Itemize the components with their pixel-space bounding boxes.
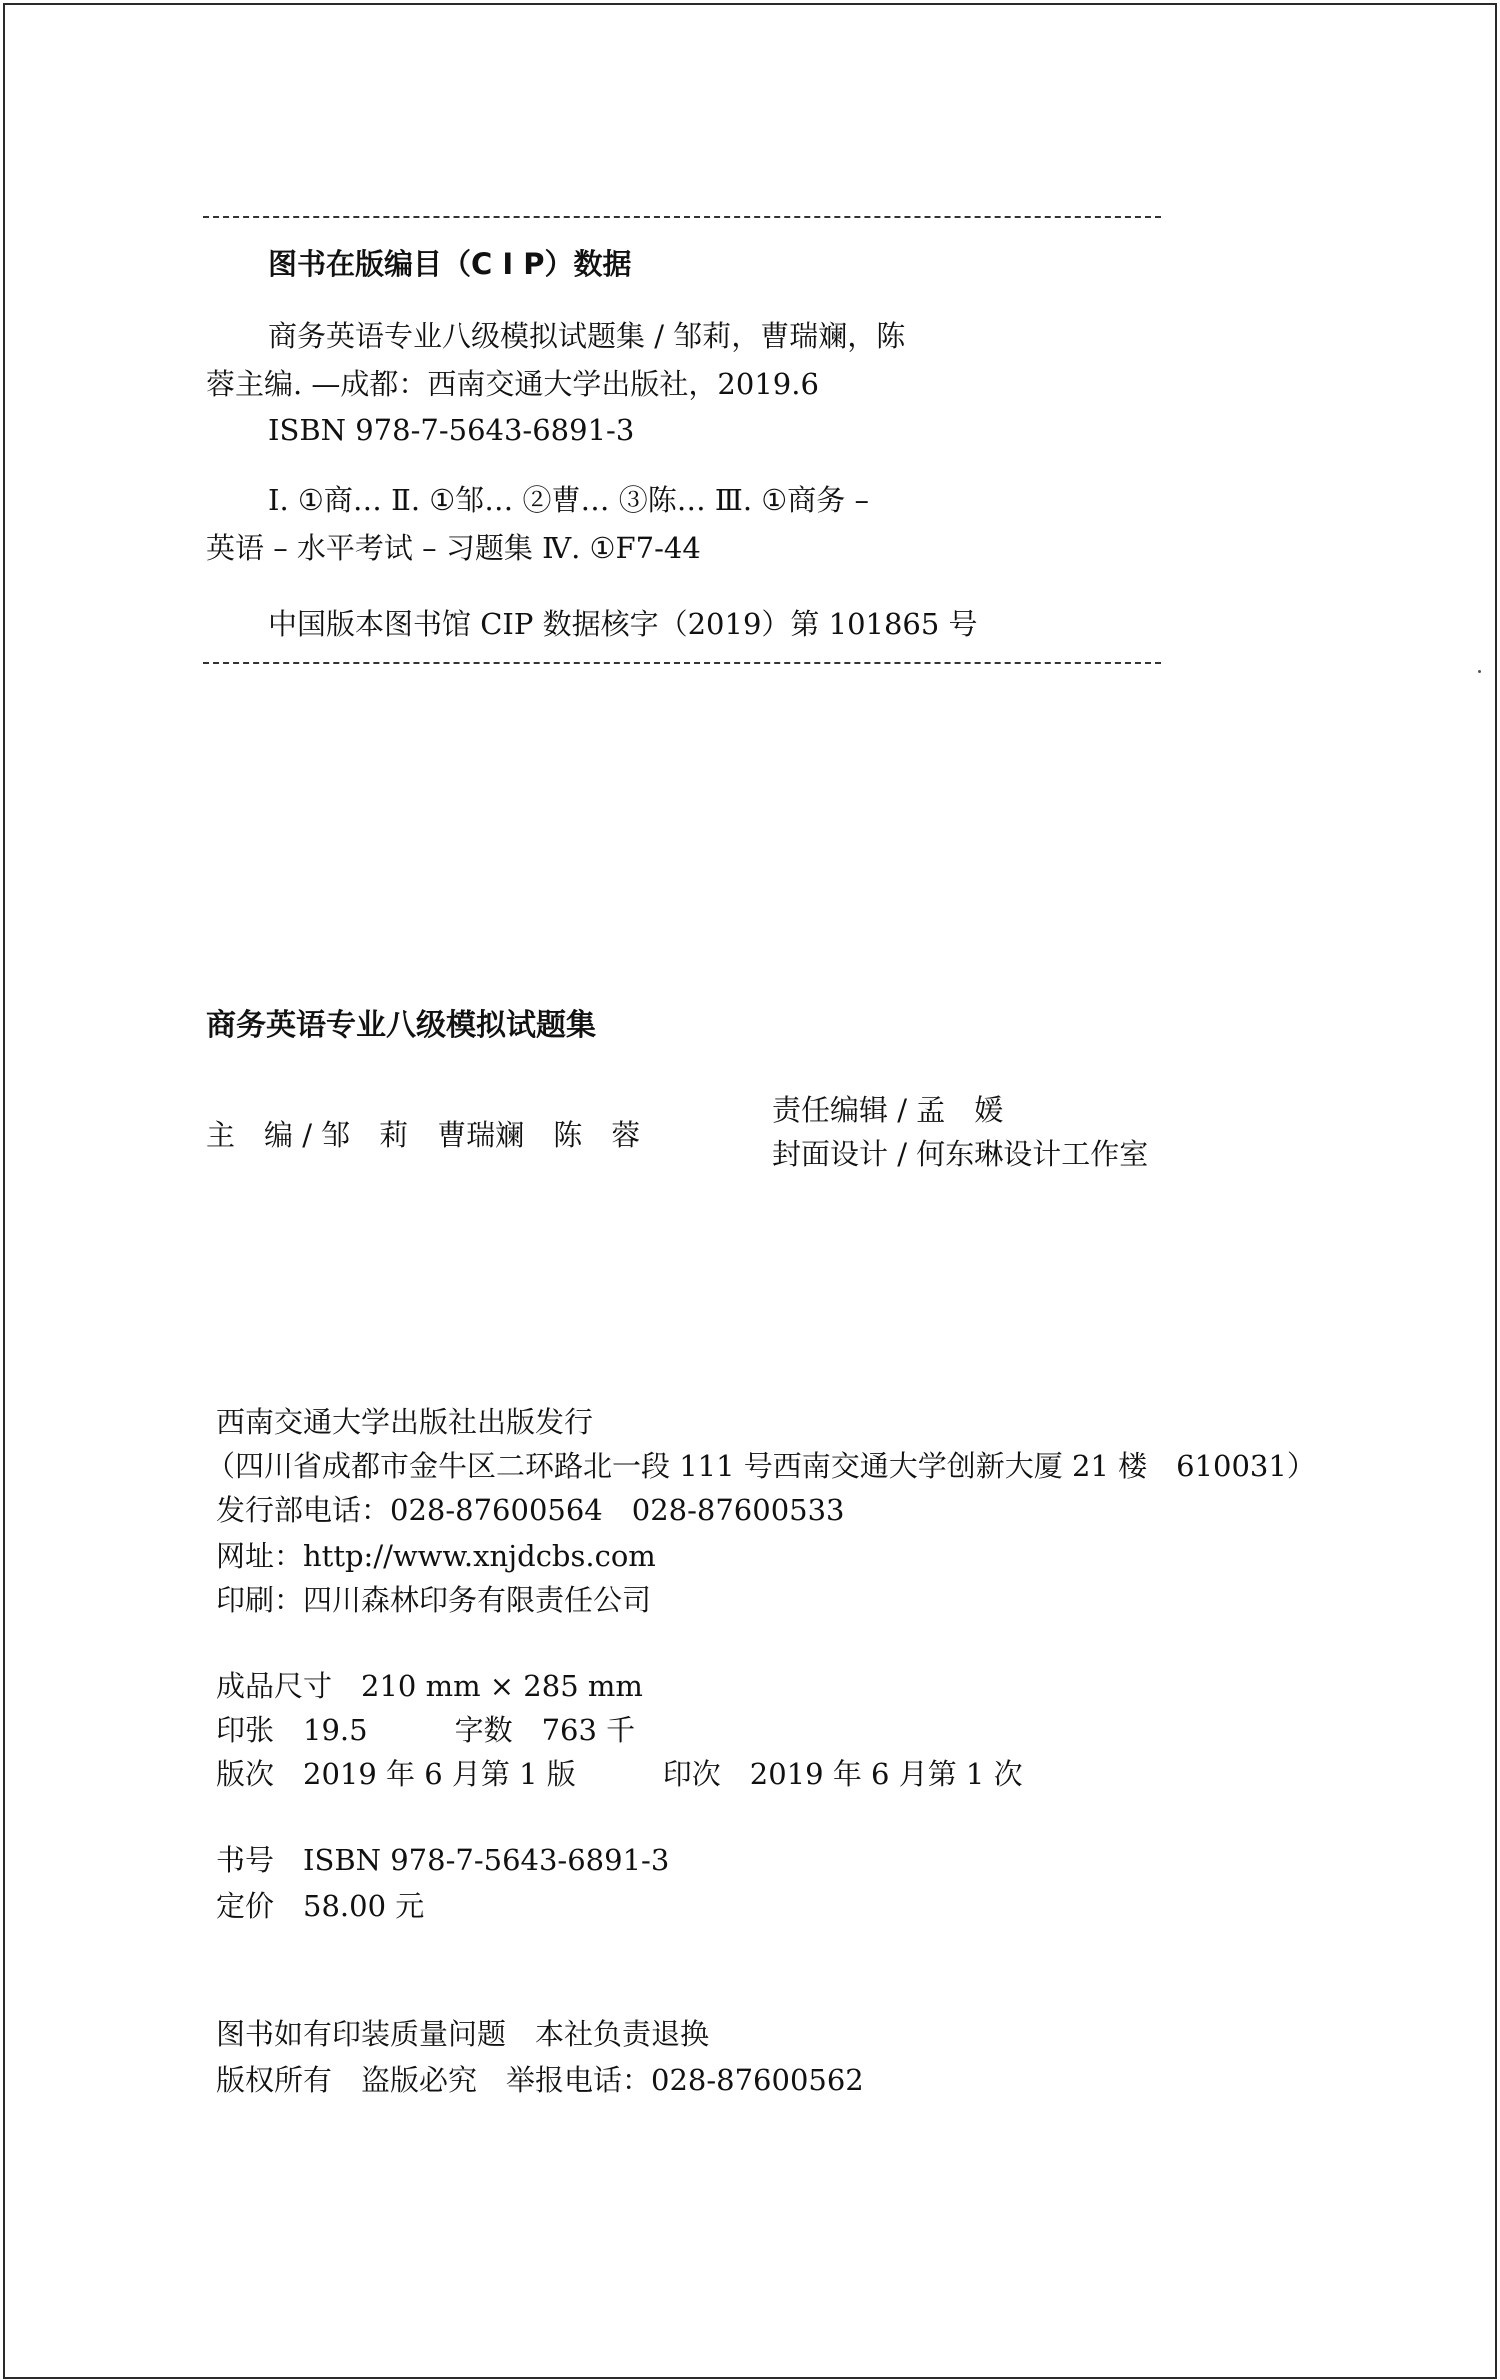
publisher-address: （四川省成都市金牛区二环路北一段 111 号西南交通大学创新大厦 21 楼 610031）	[206, 1449, 1316, 1483]
cover-design: 封面设计 / 何东琳设计工作室	[772, 1137, 1149, 1171]
edition-and-printing: 版次 2019 年 6 月第 1 版 印次 2019 年 6 月第 1 次	[216, 1757, 1023, 1791]
cip-classification-line-2: 英语 – 水平考试 – 习题集 Ⅳ. ①F7-44	[206, 531, 701, 565]
publisher-phone: 发行部电话：028-87600564 028-87600533	[216, 1493, 845, 1527]
price: 定价 58.00 元	[216, 1889, 425, 1923]
copyright-note: 版权所有 盗版必究 举报电话：028-87600562	[216, 2063, 864, 2097]
cip-number: 中国版本图书馆 CIP 数据核字（2019）第 101865 号	[268, 607, 978, 641]
cip-heading: 图书在版编目（C I P）数据	[268, 247, 632, 281]
scan-speck	[1478, 670, 1481, 673]
cip-entry-line-1: 商务英语专业八级模拟试题集 / 邹莉，曹瑞斓，陈	[268, 319, 906, 353]
book-title: 商务英语专业八级模拟试题集	[206, 1008, 596, 1043]
chief-editors: 主 编 / 邹 莉 曹瑞斓 陈 蓉	[206, 1118, 641, 1152]
book-size: 成品尺寸 210 mm × 285 mm	[216, 1669, 643, 1703]
printer: 印刷：四川森林印务有限责任公司	[216, 1583, 652, 1617]
cip-top-divider	[203, 216, 1161, 218]
sheets-and-word-count: 印张 19.5 字数 763 千	[216, 1713, 636, 1747]
quality-note: 图书如有印装质量问题 本社负责退换	[216, 2017, 710, 2051]
responsible-editor: 责任编辑 / 孟 媛	[772, 1093, 1004, 1127]
cip-isbn: ISBN 978-7-5643-6891-3	[268, 413, 635, 447]
book-number: 书号 ISBN 978-7-5643-6891-3	[216, 1843, 670, 1877]
cip-entry-line-2: 蓉主编. —成都：西南交通大学出版社，2019.6	[206, 367, 819, 401]
publisher-name: 西南交通大学出版社出版发行	[216, 1405, 594, 1439]
publisher-website: 网址：http://www.xnjdcbs.com	[216, 1539, 656, 1573]
cip-bottom-divider	[203, 662, 1161, 664]
cip-classification-line-1: Ⅰ. ①商… Ⅱ. ①邹… ②曹… ③陈… Ⅲ. ①商务 –	[268, 483, 870, 517]
